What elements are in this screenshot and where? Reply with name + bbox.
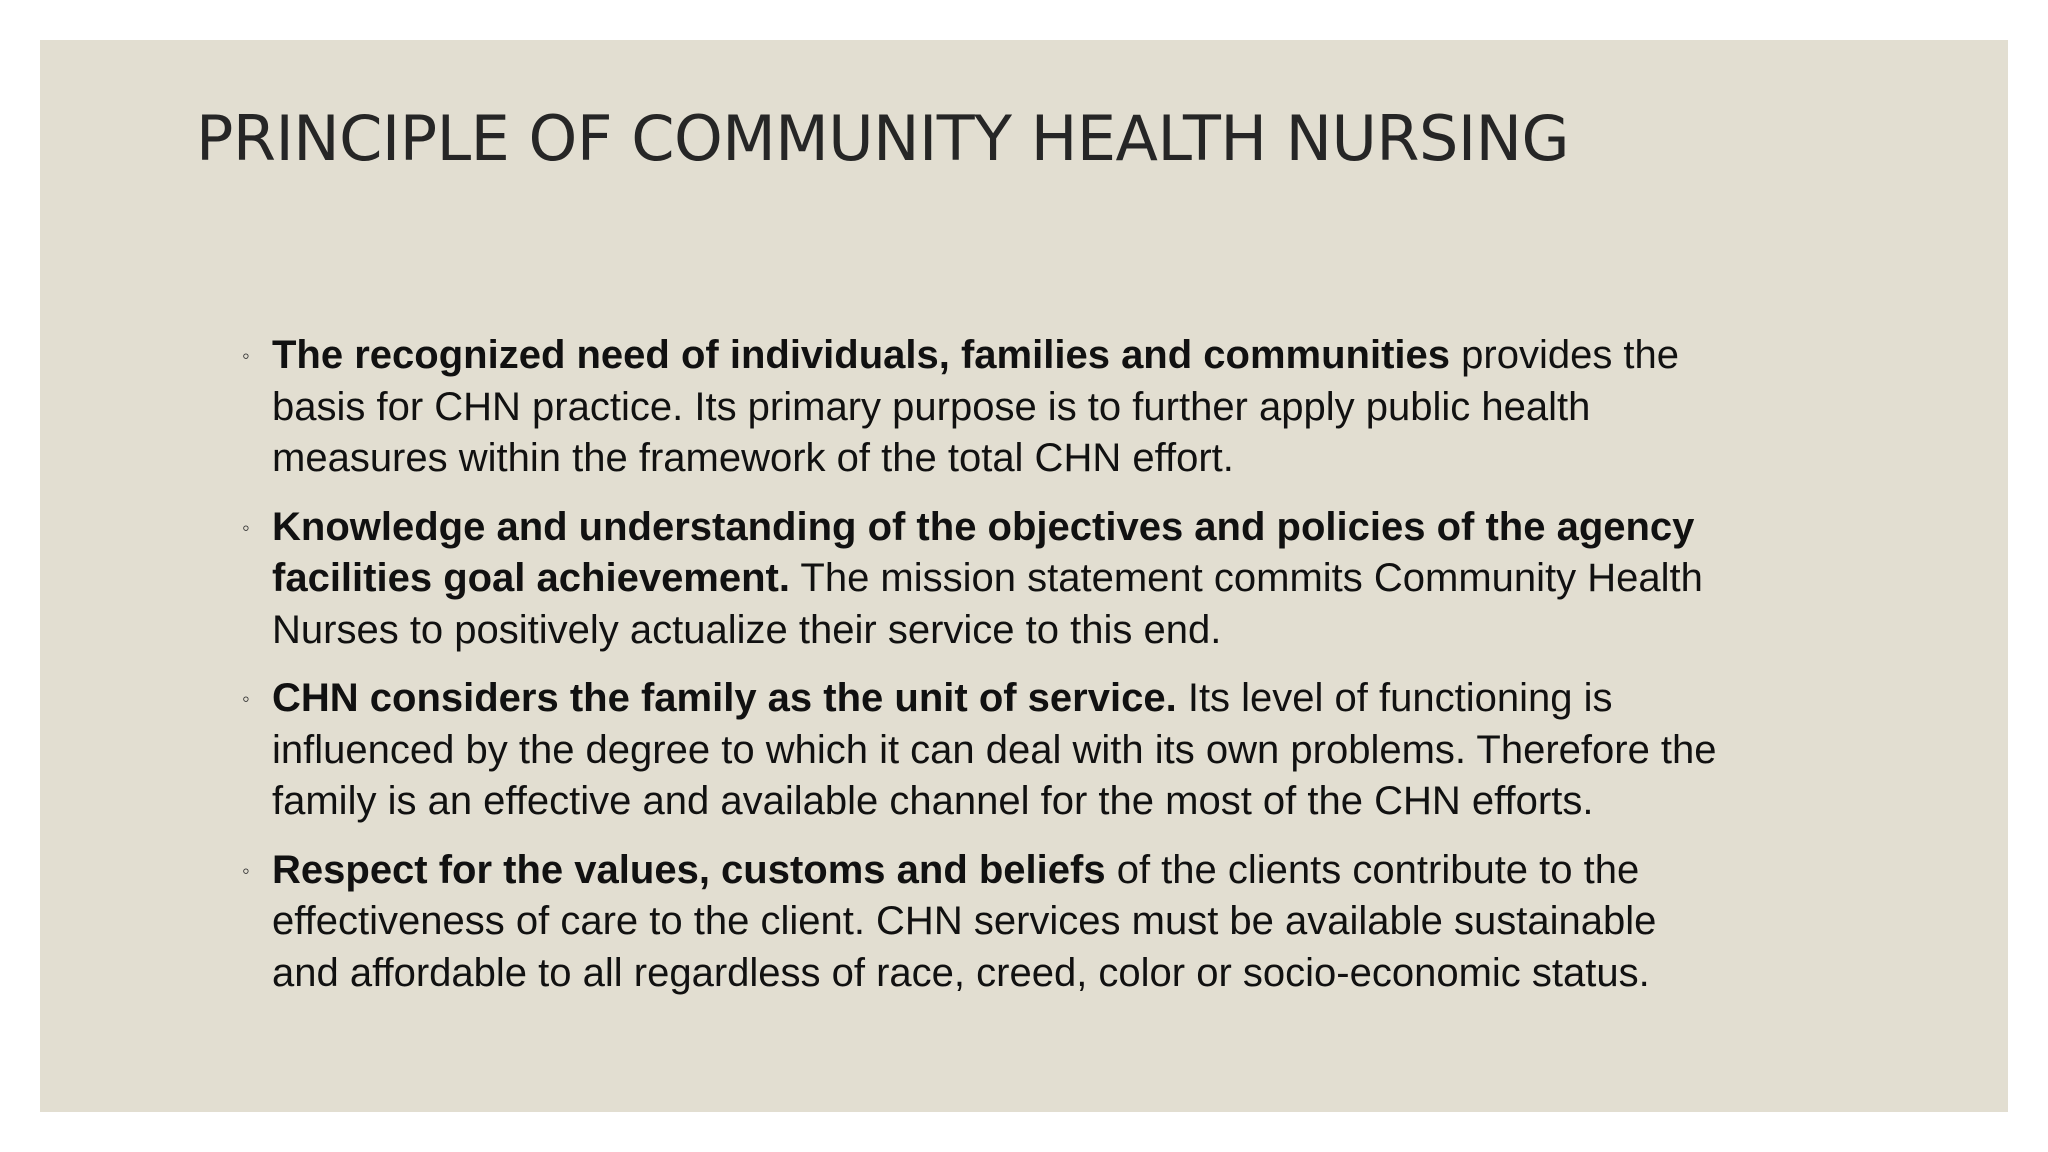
bullet-circle-icon: ◦ [242, 857, 250, 883]
bullet-item [196, 330, 1726, 485]
bullet-bold-text: Respect for the values, customs and beliefs [272, 847, 1106, 892]
bullet-bold-text: Knowledge and understanding of the objectives and policies of the agency facilities goal achievement. [272, 504, 1695, 600]
bullet-circle-icon: ◦ [242, 514, 250, 540]
bullet-text: of the clients contribute to the effectiveness of care to the client. CHN services must be available sustainable and affordable to all regardless of race, creed, color or socio-economic status. [272, 847, 1657, 995]
slide [40, 40, 2008, 1112]
bullet-bold-text: CHN considers the family as the unit of service. [272, 676, 1177, 720]
bullet-text: provides the basis for CHN practice. Its primary purpose is to further apply public health measures within the framework of the total CHN effort. [272, 333, 1680, 480]
bullet-text: The mission statement commits Community Health Nurses to positively actualize their service to this end. [272, 556, 1703, 652]
slide-title: PRINCIPLE OF COMMUNITY HEALTH NURSING [196, 102, 1570, 175]
bullet-item [196, 673, 1726, 828]
bullet-item [196, 845, 1726, 1000]
bullet-list [196, 330, 1726, 1016]
bullet-circle-icon: ◦ [242, 686, 250, 711]
bullet-item [196, 502, 1726, 657]
bullet-bold-text: The recognized need of individuals, families and communities [272, 333, 1451, 377]
bullet-text: Its level of functioning is influenced by the degree to which it can deal with its own problems. Therefore the family is an effective and available channel for the most of the CHN efforts. [272, 676, 1717, 823]
bullet-circle-icon: ◦ [242, 343, 250, 368]
